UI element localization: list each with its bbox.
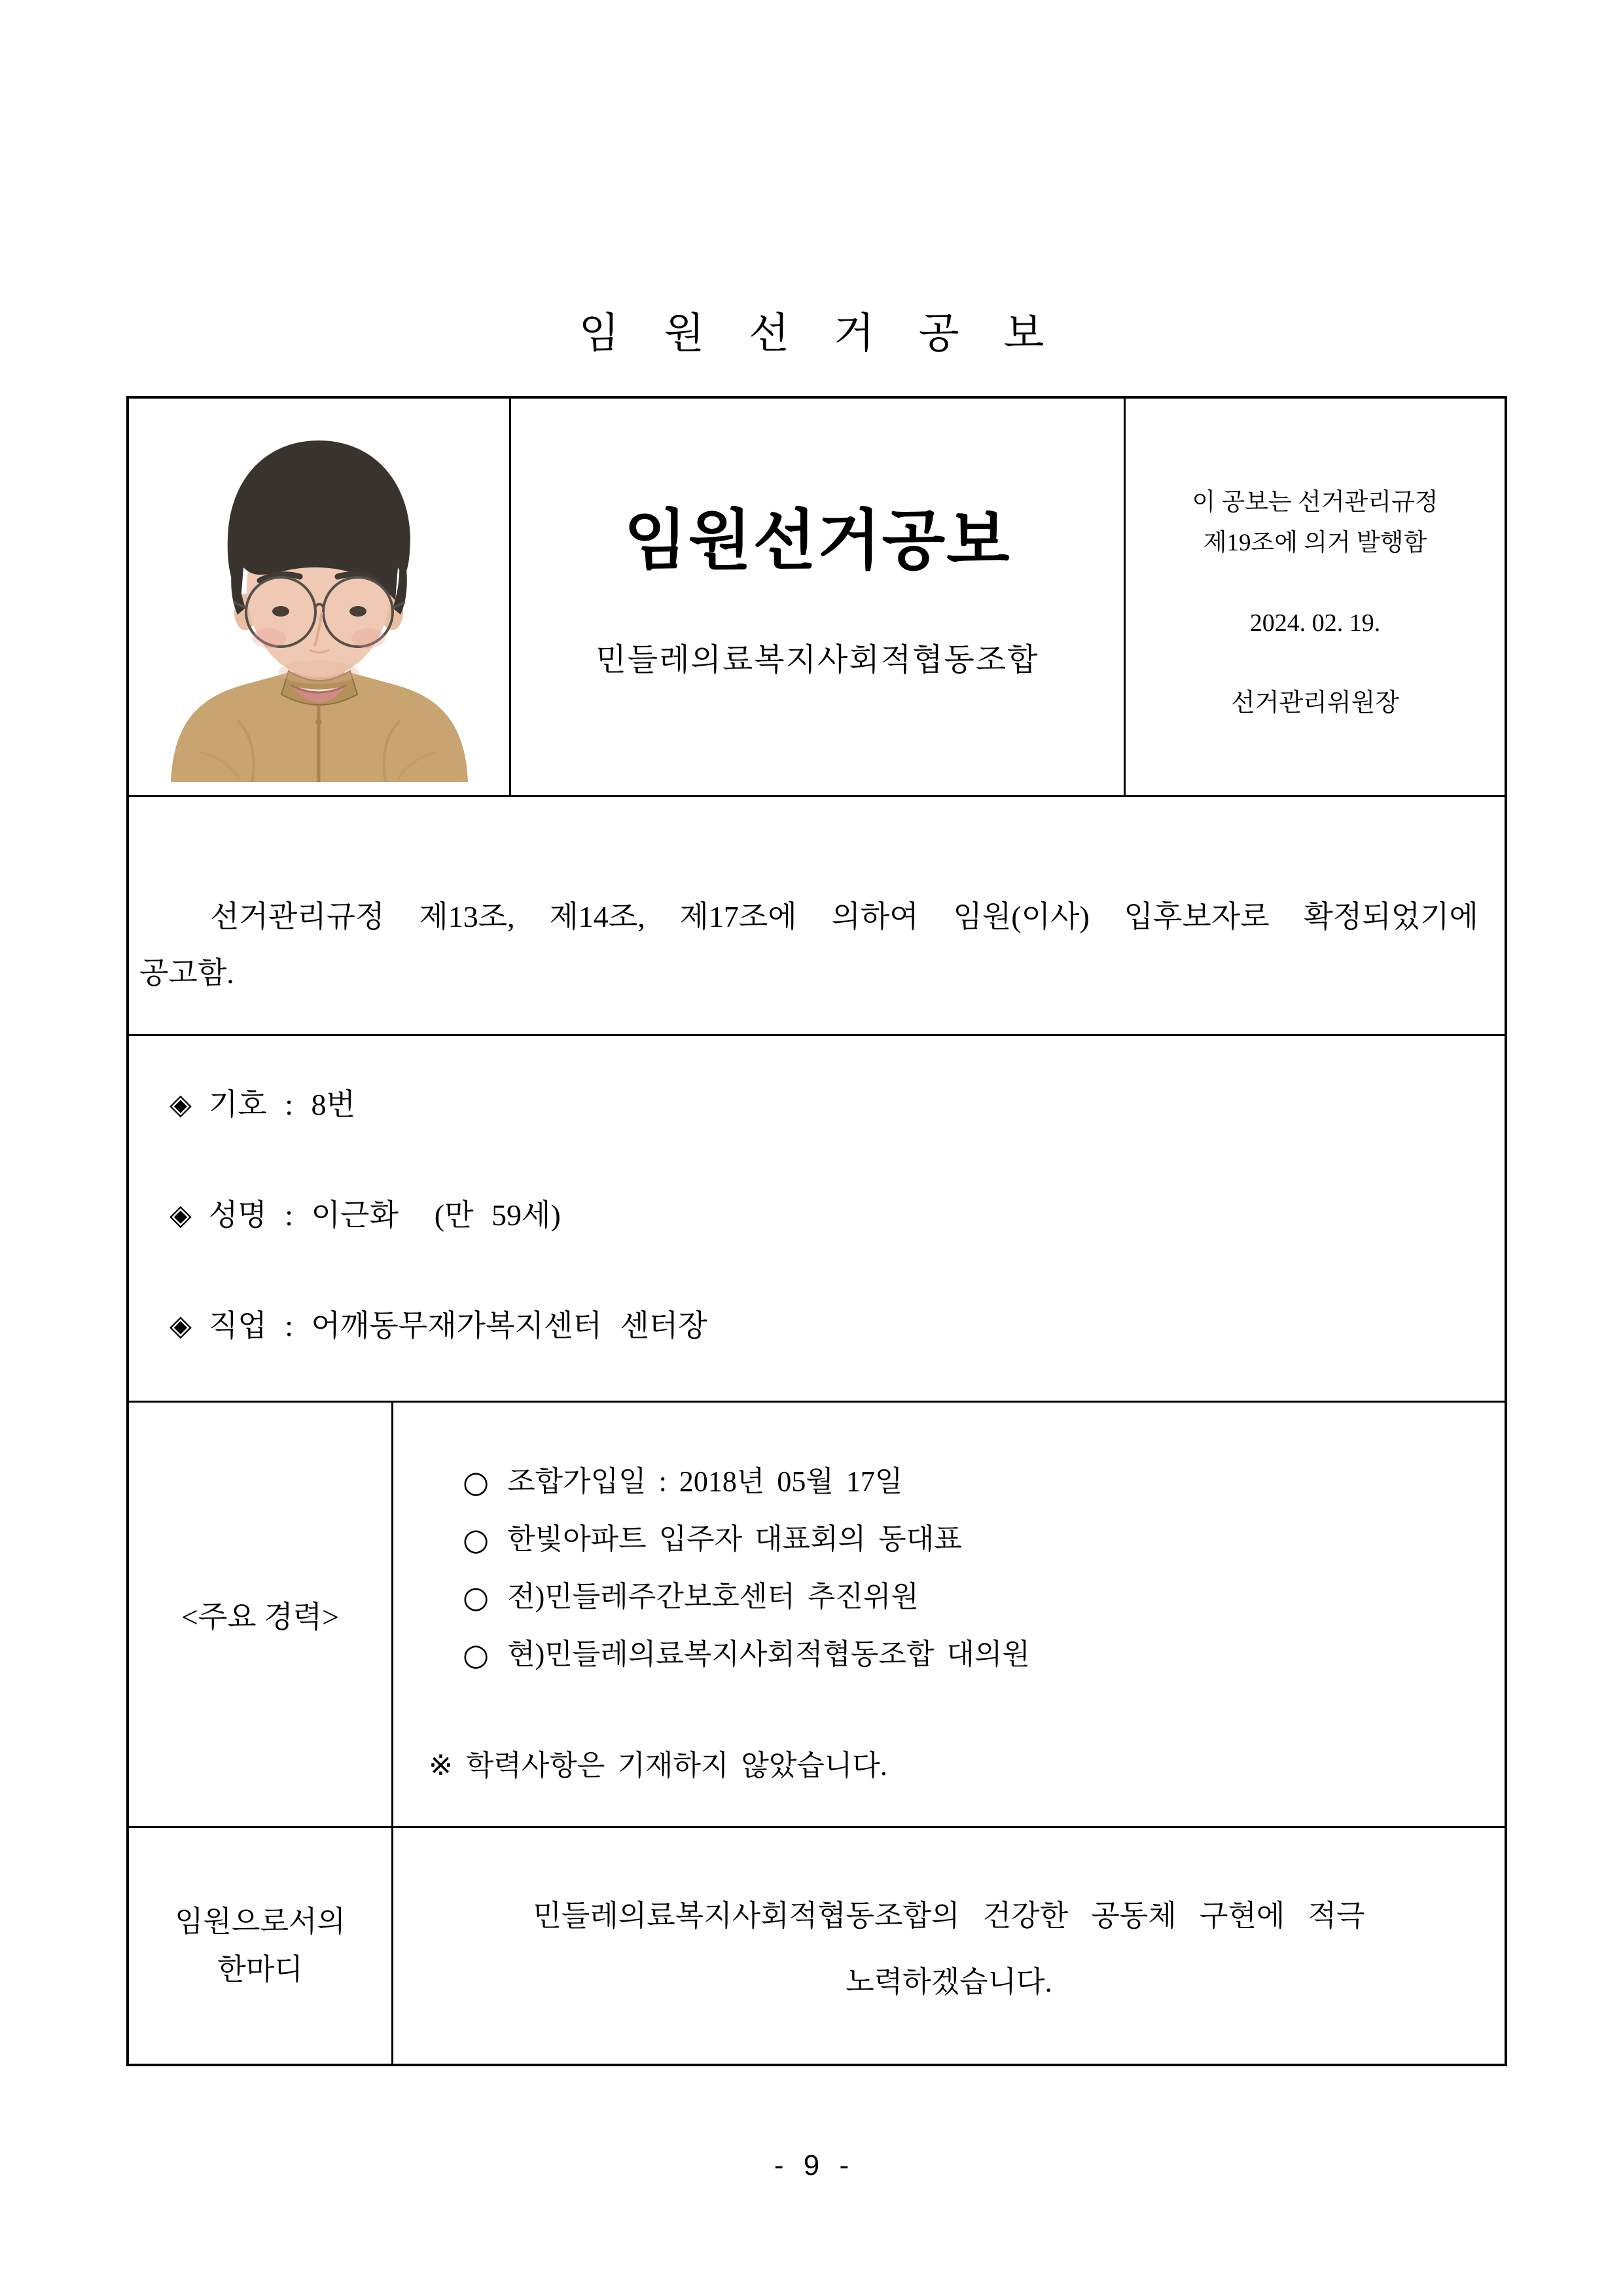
career-item <box>463 1637 1478 1672</box>
career-item <box>463 1579 1478 1615</box>
info-text-occupation: 직업 : 어깨동무재가복지센터 센터장 <box>208 1309 707 1342</box>
diamond-bullet-icon: ◈ <box>169 1198 192 1232</box>
info-line-occupation <box>169 1311 1505 1341</box>
diamond-bullet-icon: ◈ <box>169 1088 192 1121</box>
message-body-line2: 노력하겠습니다. <box>846 1965 1052 1998</box>
header-row <box>129 399 1505 795</box>
issuer: 선거관리위원장 <box>1231 689 1399 717</box>
diamond-bullet-icon: ◈ <box>169 1309 192 1342</box>
career-heading: <주요 경력> <box>181 1600 340 1634</box>
career-item <box>463 1522 1478 1557</box>
issuance-date: 2024. 02. 19. <box>1249 609 1381 637</box>
candidate-photo <box>160 412 478 782</box>
circle-bullet-icon: ○ <box>463 1464 490 1499</box>
career-item-text: 현)민들레의료복지사회적협동조합 대의원 <box>507 1638 1030 1670</box>
main-title: 임원선거공보 <box>624 505 1011 577</box>
career-heading-cell <box>129 1403 393 1826</box>
career-item <box>463 1464 1478 1499</box>
reference-mark-icon: ※ <box>429 1749 453 1782</box>
candidate-info-row <box>129 1034 1505 1401</box>
message-label-cell <box>129 1828 393 2064</box>
career-body-cell <box>393 1403 1505 1826</box>
info-text-symbol: 기호 : 8번 <box>208 1088 355 1121</box>
info-text-name: 성명 : 이근화 (만 59세) <box>208 1198 561 1232</box>
message-body-cell <box>393 1828 1505 2064</box>
career-item-text: 조합가입일 : 2018년 05월 17일 <box>507 1465 903 1498</box>
issuance-line1: 이 공보는 선거관리규정 <box>1192 489 1438 516</box>
photo-cell <box>129 399 511 795</box>
info-line-name <box>169 1200 1505 1230</box>
page-number: - 9 - <box>774 2149 849 2181</box>
title-cell <box>511 399 1126 795</box>
info-line-symbol <box>169 1090 1505 1120</box>
career-note-text: 학력사항은 기재하지 않았습니다. <box>465 1749 887 1782</box>
career-item-text: 전)민들레주간보호센터 추진위원 <box>507 1581 919 1613</box>
message-body-line1: 민들레의료복지사회적협동조합의 건강한 공동체 구현에 적극 <box>533 1899 1365 1932</box>
career-row <box>129 1401 1505 1826</box>
announcement-line2: 공고함. <box>139 956 234 990</box>
page-title: 임 원 선 거 공 보 <box>579 310 1044 357</box>
circle-bullet-icon: ○ <box>463 1522 490 1557</box>
circle-bullet-icon: ○ <box>463 1637 490 1672</box>
org-name: 민들레의료복지사회적협동조합 <box>596 643 1039 677</box>
notice-table <box>126 396 1507 2066</box>
message-label-line1: 임원으로서의 <box>175 1905 346 1938</box>
announcement-row <box>129 795 1505 1034</box>
message-row <box>129 1826 1505 2064</box>
career-note <box>429 1751 1478 1780</box>
issuance-cell <box>1126 399 1505 795</box>
announcement-line1: 선거관리규정 제13조, 제14조, 제17조에 의하여 임원(이사) 입후보자로 확정되었기에 <box>210 900 1478 933</box>
circle-bullet-icon: ○ <box>463 1579 490 1615</box>
issuance-line2: 제19조에 의거 발행함 <box>1203 529 1427 557</box>
career-item-text: 한빛아파트 입주자 대표회의 동대표 <box>507 1523 962 1555</box>
message-label-line2: 한마디 <box>217 1953 303 1986</box>
